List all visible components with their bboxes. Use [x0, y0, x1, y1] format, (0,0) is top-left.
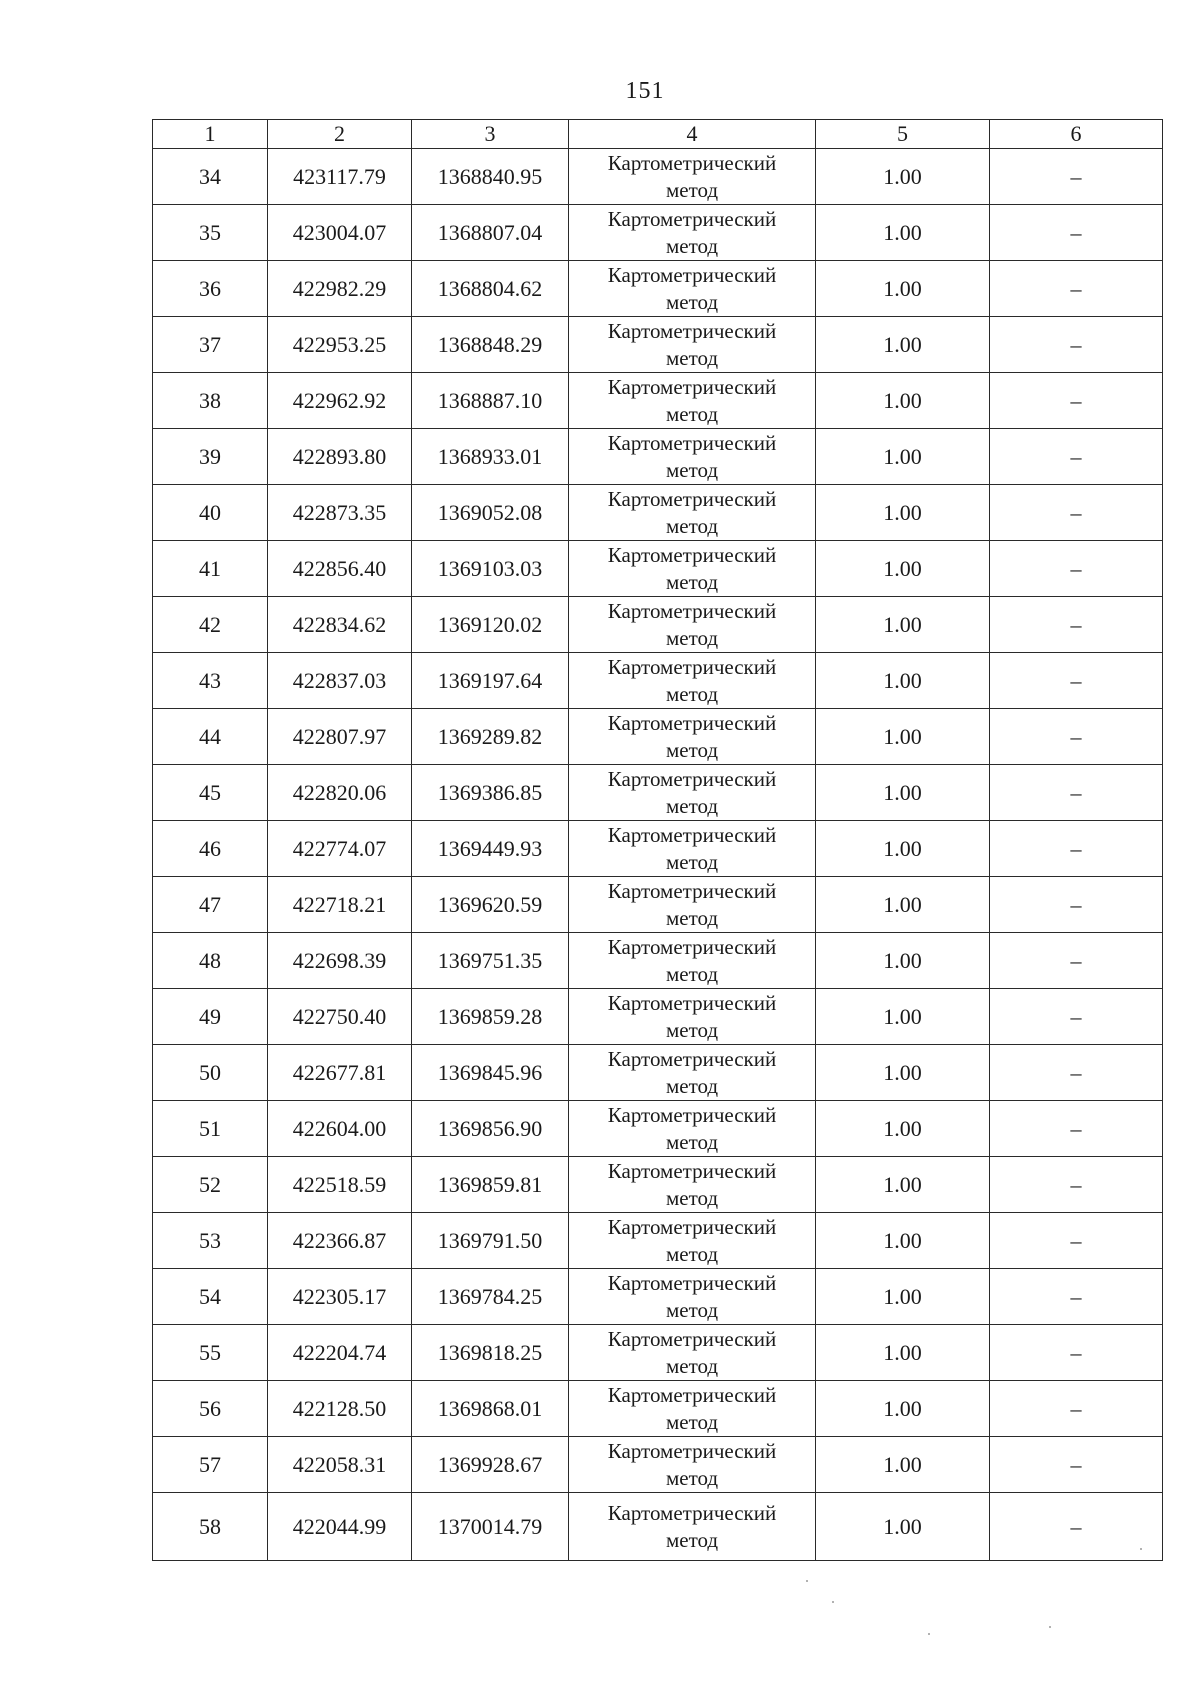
table-row: [153, 373, 1163, 429]
method-label-line1: Картометрический: [607, 206, 777, 231]
point-number-cell: 35: [153, 205, 268, 261]
note-cell: –: [990, 877, 1163, 933]
x-coordinate-cell: 422873.35: [268, 485, 412, 541]
method-cell: [569, 485, 816, 541]
y-coordinate-cell: 1369052.08: [412, 485, 569, 541]
point-number-cell: 42: [153, 597, 268, 653]
method-label-line2: метод: [665, 1073, 719, 1098]
point-number-cell: 57: [153, 1437, 268, 1493]
x-coordinate-cell: 422834.62: [268, 597, 412, 653]
note-cell: –: [990, 261, 1163, 317]
method-label-line1: Картометрический: [607, 486, 777, 511]
point-number-cell: 36: [153, 261, 268, 317]
table-row: [153, 709, 1163, 765]
method-label-line1: Картометрический: [607, 710, 777, 735]
point-number-cell: 45: [153, 765, 268, 821]
y-coordinate-cell: 1369818.25: [412, 1325, 569, 1381]
note-cell: –: [990, 1157, 1163, 1213]
x-coordinate-cell: 422893.80: [268, 429, 412, 485]
x-coordinate-cell: 422128.50: [268, 1381, 412, 1437]
table-row: [153, 933, 1163, 989]
note-cell: –: [990, 1325, 1163, 1381]
table-row: [153, 653, 1163, 709]
accuracy-cell: 1.00: [816, 653, 990, 709]
y-coordinate-cell: 1369859.28: [412, 989, 569, 1045]
method-label-line1: Картометрический: [607, 1382, 777, 1407]
x-coordinate-cell: 423004.07: [268, 205, 412, 261]
accuracy-cell: 1.00: [816, 541, 990, 597]
method-label-line2: метод: [665, 457, 719, 482]
method-cell: [569, 205, 816, 261]
table-row: [153, 1269, 1163, 1325]
scan-speck: [1140, 1548, 1142, 1550]
method-label-line1: Картометрический: [607, 822, 777, 847]
y-coordinate-cell: 1369289.82: [412, 709, 569, 765]
method-label-line1: Картометрический: [607, 1438, 777, 1463]
x-coordinate-cell: 422305.17: [268, 1269, 412, 1325]
table-row: [153, 1325, 1163, 1381]
coordinates-table: [152, 119, 1163, 1561]
table-row: [153, 821, 1163, 877]
note-cell: –: [990, 821, 1163, 877]
x-coordinate-cell: 423117.79: [268, 149, 412, 205]
x-coordinate-cell: 422837.03: [268, 653, 412, 709]
method-cell: [569, 429, 816, 485]
point-number-cell: 48: [153, 933, 268, 989]
x-coordinate-cell: 422750.40: [268, 989, 412, 1045]
method-label-line1: Картометрический: [607, 1500, 777, 1525]
y-coordinate-cell: 1368804.62: [412, 261, 569, 317]
note-cell: –: [990, 429, 1163, 485]
accuracy-cell: 1.00: [816, 317, 990, 373]
point-number-cell: 37: [153, 317, 268, 373]
table-row: [153, 541, 1163, 597]
y-coordinate-cell: 1369620.59: [412, 877, 569, 933]
method-label-line1: Картометрический: [607, 150, 777, 175]
x-coordinate-cell: 422774.07: [268, 821, 412, 877]
accuracy-cell: 1.00: [816, 373, 990, 429]
table-row: [153, 205, 1163, 261]
method-label-line2: метод: [665, 1409, 719, 1434]
method-label-line2: метод: [665, 1353, 719, 1378]
y-coordinate-cell: 1368887.10: [412, 373, 569, 429]
note-cell: –: [990, 205, 1163, 261]
y-coordinate-cell: 1368933.01: [412, 429, 569, 485]
point-number-cell: 43: [153, 653, 268, 709]
accuracy-cell: 1.00: [816, 1213, 990, 1269]
method-label-line2: метод: [665, 625, 719, 650]
method-label-line2: метод: [665, 737, 719, 762]
method-cell: [569, 1269, 816, 1325]
table-body: [153, 149, 1163, 1561]
y-coordinate-cell: 1369856.90: [412, 1101, 569, 1157]
point-number-cell: 49: [153, 989, 268, 1045]
method-cell: [569, 709, 816, 765]
accuracy-cell: 1.00: [816, 597, 990, 653]
method-label-line1: Картометрический: [607, 374, 777, 399]
x-coordinate-cell: 422698.39: [268, 933, 412, 989]
accuracy-cell: 1.00: [816, 1437, 990, 1493]
method-cell: [569, 1045, 816, 1101]
table-row: [153, 1045, 1163, 1101]
method-cell: [569, 1157, 816, 1213]
method-label-line1: Картометрический: [607, 318, 777, 343]
x-coordinate-cell: 422856.40: [268, 541, 412, 597]
method-label-line2: метод: [665, 401, 719, 426]
note-cell: –: [990, 1045, 1163, 1101]
point-number-cell: 58: [153, 1493, 268, 1561]
method-cell: [569, 1381, 816, 1437]
method-label-line2: метод: [665, 513, 719, 538]
note-cell: –: [990, 1437, 1163, 1493]
method-cell: [569, 149, 816, 205]
y-coordinate-cell: 1369103.03: [412, 541, 569, 597]
method-cell: [569, 1437, 816, 1493]
y-coordinate-cell: 1369859.81: [412, 1157, 569, 1213]
accuracy-cell: 1.00: [816, 1269, 990, 1325]
table-row: [153, 1157, 1163, 1213]
x-coordinate-cell: 422953.25: [268, 317, 412, 373]
header-col-3: 3: [412, 120, 569, 149]
method-label-line2: метод: [665, 961, 719, 986]
scan-speck: [832, 1601, 834, 1603]
x-coordinate-cell: 422518.59: [268, 1157, 412, 1213]
method-cell: [569, 933, 816, 989]
point-number-cell: 54: [153, 1269, 268, 1325]
method-cell: [569, 1325, 816, 1381]
table-row: [153, 485, 1163, 541]
method-label-line1: Картометрический: [607, 1046, 777, 1071]
accuracy-cell: 1.00: [816, 1381, 990, 1437]
method-label-line2: метод: [665, 233, 719, 258]
x-coordinate-cell: 422204.74: [268, 1325, 412, 1381]
method-label-line2: метод: [665, 569, 719, 594]
x-coordinate-cell: 422718.21: [268, 877, 412, 933]
y-coordinate-cell: 1369791.50: [412, 1213, 569, 1269]
point-number-cell: 56: [153, 1381, 268, 1437]
method-label-line1: Картометрический: [607, 1102, 777, 1127]
table-row: [153, 989, 1163, 1045]
note-cell: –: [990, 653, 1163, 709]
method-label-line1: Картометрический: [607, 1326, 777, 1351]
page-number: 151: [625, 78, 665, 104]
point-number-cell: 34: [153, 149, 268, 205]
x-coordinate-cell: 422604.00: [268, 1101, 412, 1157]
method-label-line2: метод: [665, 849, 719, 874]
accuracy-cell: 1.00: [816, 765, 990, 821]
method-label-line1: Картометрический: [607, 878, 777, 903]
accuracy-cell: 1.00: [816, 1045, 990, 1101]
point-number-cell: 52: [153, 1157, 268, 1213]
note-cell: –: [990, 709, 1163, 765]
x-coordinate-cell: 422807.97: [268, 709, 412, 765]
table-row: [153, 765, 1163, 821]
method-label-line2: метод: [665, 345, 719, 370]
x-coordinate-cell: 422677.81: [268, 1045, 412, 1101]
point-number-cell: 55: [153, 1325, 268, 1381]
note-cell: –: [990, 1381, 1163, 1437]
y-coordinate-cell: 1369784.25: [412, 1269, 569, 1325]
table-row: [153, 1213, 1163, 1269]
point-number-cell: 47: [153, 877, 268, 933]
accuracy-cell: 1.00: [816, 989, 990, 1045]
accuracy-cell: 1.00: [816, 149, 990, 205]
method-label-line2: метод: [665, 1527, 719, 1552]
method-cell: [569, 1493, 816, 1561]
point-number-cell: 38: [153, 373, 268, 429]
accuracy-cell: 1.00: [816, 261, 990, 317]
point-number-cell: 44: [153, 709, 268, 765]
table-row: [153, 429, 1163, 485]
method-label-line1: Картометрический: [607, 542, 777, 567]
accuracy-cell: 1.00: [816, 877, 990, 933]
y-coordinate-cell: 1369845.96: [412, 1045, 569, 1101]
method-label-line2: метод: [665, 177, 719, 202]
table-row: [153, 877, 1163, 933]
accuracy-cell: 1.00: [816, 709, 990, 765]
x-coordinate-cell: 422982.29: [268, 261, 412, 317]
method-label-line2: метод: [665, 289, 719, 314]
note-cell: –: [990, 1493, 1163, 1561]
method-label-line1: Картометрический: [607, 262, 777, 287]
accuracy-cell: 1.00: [816, 429, 990, 485]
table-row: [153, 261, 1163, 317]
y-coordinate-cell: 1369928.67: [412, 1437, 569, 1493]
y-coordinate-cell: 1370014.79: [412, 1493, 569, 1561]
method-cell: [569, 261, 816, 317]
method-label-line1: Картометрический: [607, 654, 777, 679]
x-coordinate-cell: 422366.87: [268, 1213, 412, 1269]
point-number-cell: 39: [153, 429, 268, 485]
method-label-line1: Картометрический: [607, 766, 777, 791]
point-number-cell: 46: [153, 821, 268, 877]
note-cell: –: [990, 765, 1163, 821]
method-label-line1: Картометрический: [607, 430, 777, 455]
method-label-line2: метод: [665, 681, 719, 706]
header-col-2: 2: [268, 120, 412, 149]
method-label-line2: метод: [665, 1241, 719, 1266]
table-row: [153, 597, 1163, 653]
table-header-row: [153, 120, 1163, 149]
note-cell: –: [990, 989, 1163, 1045]
header-col-6: 6: [990, 120, 1163, 149]
method-label-line1: Картометрический: [607, 1158, 777, 1183]
y-coordinate-cell: 1369197.64: [412, 653, 569, 709]
table-row: [153, 149, 1163, 205]
note-cell: –: [990, 597, 1163, 653]
method-cell: [569, 989, 816, 1045]
method-label-line1: Картометрический: [607, 598, 777, 623]
method-label-line1: Картометрический: [607, 934, 777, 959]
method-label-line2: метод: [665, 1185, 719, 1210]
accuracy-cell: 1.00: [816, 1493, 990, 1561]
y-coordinate-cell: 1368840.95: [412, 149, 569, 205]
note-cell: –: [990, 933, 1163, 989]
note-cell: –: [990, 373, 1163, 429]
method-cell: [569, 597, 816, 653]
method-cell: [569, 541, 816, 597]
note-cell: –: [990, 485, 1163, 541]
scan-speck: [1049, 1626, 1051, 1628]
method-label-line2: метод: [665, 793, 719, 818]
method-label-line2: метод: [665, 1465, 719, 1490]
header-col-5: 5: [816, 120, 990, 149]
point-number-cell: 51: [153, 1101, 268, 1157]
note-cell: –: [990, 149, 1163, 205]
header-col-4: 4: [569, 120, 816, 149]
y-coordinate-cell: 1369868.01: [412, 1381, 569, 1437]
method-label-line2: метод: [665, 1017, 719, 1042]
y-coordinate-cell: 1368807.04: [412, 205, 569, 261]
method-label-line2: метод: [665, 1129, 719, 1154]
point-number-cell: 53: [153, 1213, 268, 1269]
note-cell: –: [990, 1213, 1163, 1269]
point-number-cell: 50: [153, 1045, 268, 1101]
point-number-cell: 40: [153, 485, 268, 541]
header-col-1: 1: [153, 120, 268, 149]
x-coordinate-cell: 422962.92: [268, 373, 412, 429]
table-row: [153, 1101, 1163, 1157]
table-row: [153, 317, 1163, 373]
accuracy-cell: 1.00: [816, 485, 990, 541]
method-label-line1: Картометрический: [607, 1214, 777, 1239]
x-coordinate-cell: 422058.31: [268, 1437, 412, 1493]
method-cell: [569, 1101, 816, 1157]
y-coordinate-cell: 1368848.29: [412, 317, 569, 373]
method-cell: [569, 653, 816, 709]
table-row: [153, 1437, 1163, 1493]
accuracy-cell: 1.00: [816, 1101, 990, 1157]
method-label-line1: Картометрический: [607, 1270, 777, 1295]
accuracy-cell: 1.00: [816, 933, 990, 989]
point-number-cell: 41: [153, 541, 268, 597]
method-cell: [569, 1213, 816, 1269]
note-cell: –: [990, 1269, 1163, 1325]
x-coordinate-cell: 422820.06: [268, 765, 412, 821]
scan-speck: [806, 1580, 808, 1582]
method-cell: [569, 373, 816, 429]
note-cell: –: [990, 541, 1163, 597]
y-coordinate-cell: 1369751.35: [412, 933, 569, 989]
method-cell: [569, 317, 816, 373]
method-cell: [569, 877, 816, 933]
method-label-line2: метод: [665, 905, 719, 930]
method-label-line2: метод: [665, 1297, 719, 1322]
y-coordinate-cell: 1369120.02: [412, 597, 569, 653]
method-label-line1: Картометрический: [607, 990, 777, 1015]
accuracy-cell: 1.00: [816, 1157, 990, 1213]
x-coordinate-cell: 422044.99: [268, 1493, 412, 1561]
method-cell: [569, 821, 816, 877]
note-cell: –: [990, 1101, 1163, 1157]
table-row: [153, 1381, 1163, 1437]
y-coordinate-cell: 1369386.85: [412, 765, 569, 821]
method-cell: [569, 765, 816, 821]
accuracy-cell: 1.00: [816, 205, 990, 261]
accuracy-cell: 1.00: [816, 1325, 990, 1381]
note-cell: –: [990, 317, 1163, 373]
accuracy-cell: 1.00: [816, 821, 990, 877]
scan-speck: [928, 1633, 930, 1635]
y-coordinate-cell: 1369449.93: [412, 821, 569, 877]
table-row: [153, 1493, 1163, 1561]
